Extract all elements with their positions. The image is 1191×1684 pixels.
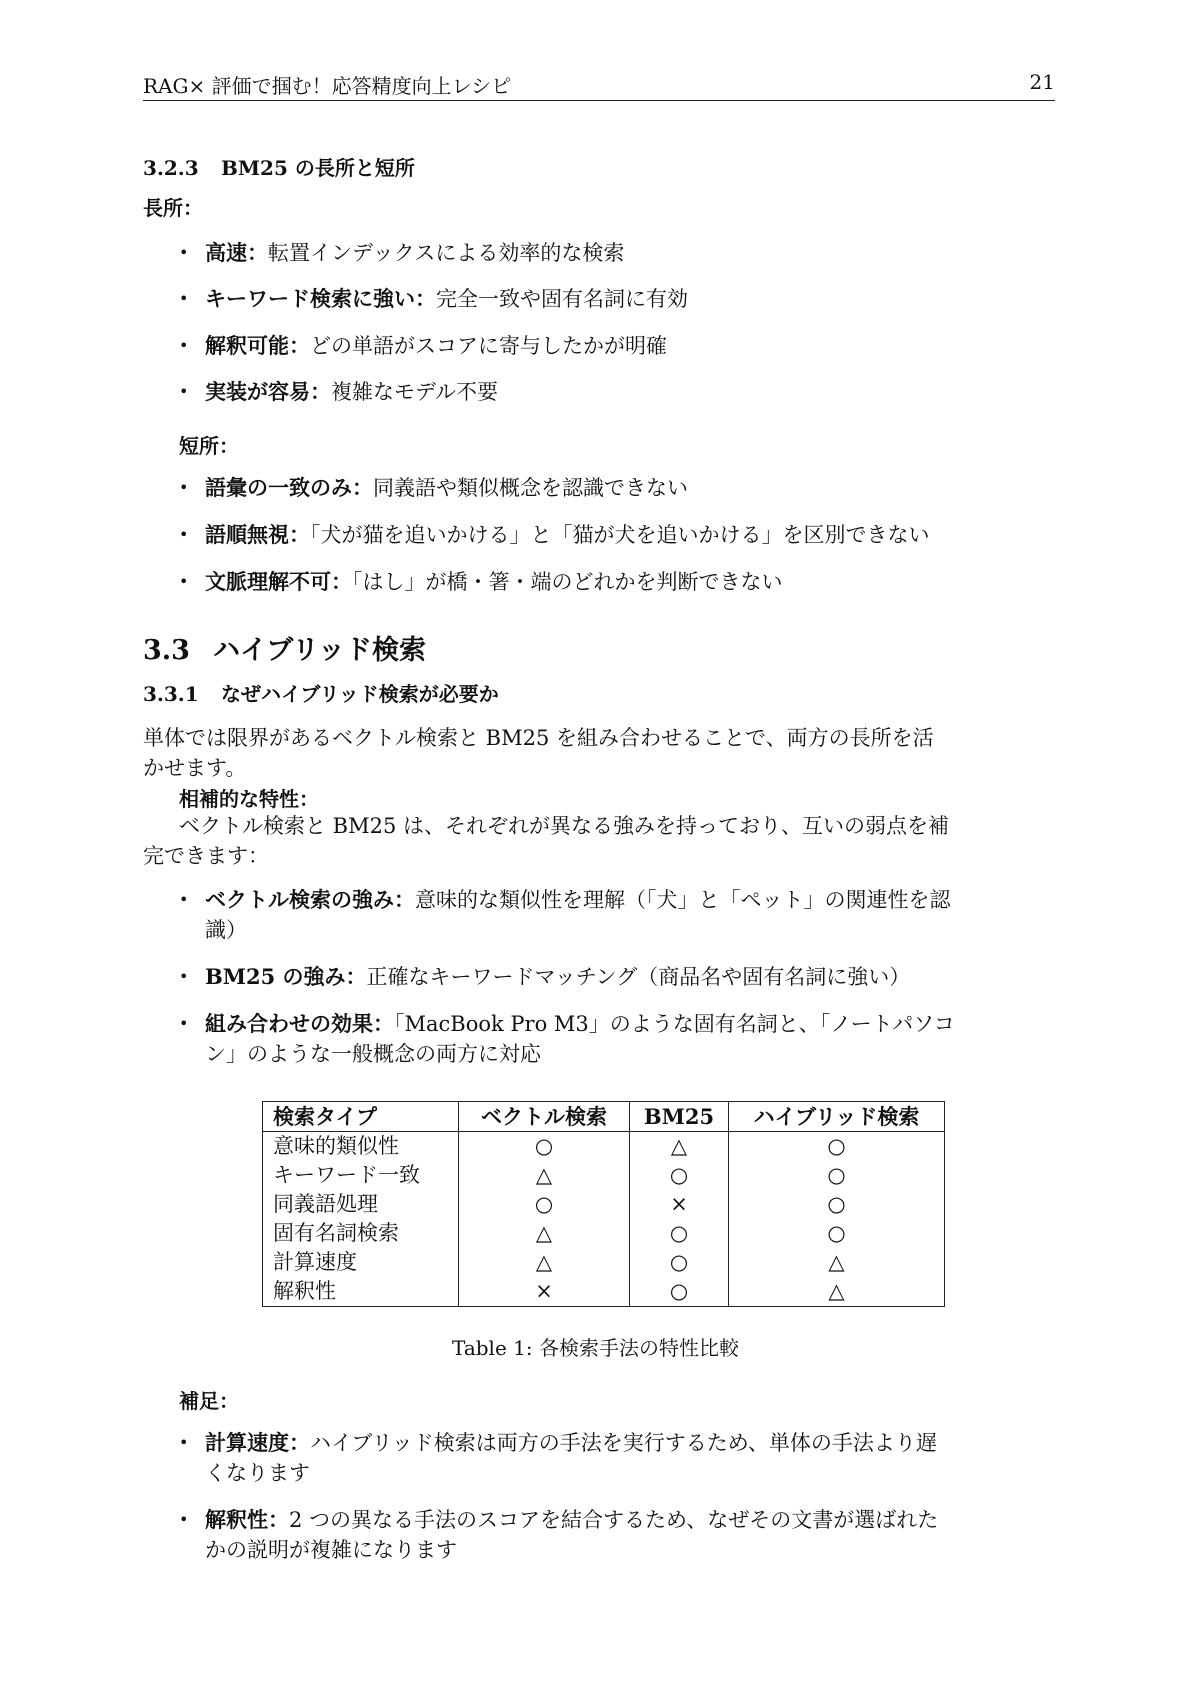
- intro-paragraph: [143, 723, 1055, 783]
- item-desc: ハイブリッド検索は両方の手法を実行するため、単体の手法より遅: [310, 1431, 937, 1455]
- list-item: • 文脈理解不可：「はし」が橋・箸・端のどれかを判断できない: [179, 569, 783, 594]
- item-term: 語順無視：: [205, 522, 310, 547]
- item-term: 解釈性：: [205, 1507, 289, 1532]
- list-item: • 解釈性：2 つの異なる手法のスコアを結合するため、なぜその文書が選ばれた かの説明が複雑になります: [179, 1507, 939, 1562]
- table-cell: ×: [630, 1190, 729, 1219]
- section-heading-3-3: [143, 628, 426, 667]
- table-cell: 計算速度: [263, 1248, 459, 1277]
- item-term: 解釈可能：: [205, 333, 310, 358]
- table-header-cell: 検索タイプ: [263, 1102, 459, 1132]
- table-cell: ○: [630, 1219, 729, 1248]
- table-cell: ○: [630, 1161, 729, 1190]
- table-cell: △: [729, 1248, 945, 1277]
- list-item: • 高速：転置インデックスによる効率的な検索: [179, 240, 625, 265]
- table-cell: ○: [729, 1219, 945, 1248]
- table-row: [263, 1248, 945, 1277]
- item-desc: 「MacBook Pro M3」のような固有名詞と、「ノートパソコ: [394, 1012, 955, 1036]
- table-header-cell: BM25: [630, 1102, 729, 1132]
- list-item: • 計算速度：ハイブリッド検索は両方の手法を実行するため、単体の手法より遅 くなります: [179, 1430, 937, 1485]
- table-header-cell: ベクトル検索: [459, 1102, 630, 1132]
- item-term: 組み合わせの効果：: [205, 1011, 394, 1036]
- table-cell: ○: [630, 1248, 729, 1277]
- subsection-title: BM25 の長所と短所: [221, 156, 415, 180]
- list-item: • ベクトル検索の強み：意味的な類似性を理解（「犬」と「ペット」の関連性を認 識）: [179, 887, 951, 942]
- running-header: [143, 68, 1055, 101]
- table-caption: Table 1: 各検索手法の特性比較: [452, 1336, 739, 1360]
- table-cell: △: [459, 1219, 630, 1248]
- table-cell: △: [459, 1248, 630, 1277]
- text-line: 単体では限界があるベクトル検索と BM25 を組み合わせることで、両方の長所を活: [143, 726, 934, 750]
- table-row: [263, 1190, 945, 1219]
- item-desc: 「犬が猫を追いかける」と「猫が犬を追いかける」を区別できない: [310, 523, 930, 547]
- item-desc: 転置インデックスによる効率的な検索: [268, 241, 625, 265]
- table-cell: ○: [729, 1161, 945, 1190]
- subsection-heading-3-2-3: [143, 152, 415, 181]
- list-item: • 語彙の一致のみ：同義語や類似概念を認識できない: [179, 475, 688, 500]
- item-term: 語彙の一致のみ：: [205, 475, 373, 500]
- item-term: 高速：: [205, 240, 268, 265]
- text-line: 完できます：: [143, 844, 269, 868]
- item-term: BM25 の強み：: [205, 964, 367, 989]
- table-cell: 解釈性: [263, 1277, 459, 1307]
- text-line: かせます。: [143, 756, 247, 780]
- item-desc-cont: ン」のような一般概念の両方に対応: [205, 1042, 541, 1066]
- item-term: 文脈理解不可：: [205, 569, 352, 594]
- item-desc: 完全一致や固有名詞に有効: [436, 287, 688, 311]
- notes-label: 補足：: [179, 1389, 239, 1413]
- list-item: • 組み合わせの効果：「MacBook Pro M3」のような固有名詞と、「ノートパソコ ン」のような一般概念の両方に対応: [179, 1011, 955, 1066]
- table-row: [263, 1219, 945, 1248]
- list-item: • キーワード検索に強い：完全一致や固有名詞に有効: [179, 286, 688, 311]
- table-cell: △: [459, 1161, 630, 1190]
- table-cell: キーワード一致: [263, 1161, 459, 1190]
- table-row: [263, 1161, 945, 1190]
- table-cell: ○: [459, 1190, 630, 1219]
- table-cell: ○: [630, 1277, 729, 1307]
- table-cell: ○: [729, 1132, 945, 1162]
- item-desc-cont: 識）: [205, 918, 247, 942]
- table-row: [263, 1277, 945, 1307]
- item-desc: 正確なキーワードマッチング（商品名や固有名詞に強い）: [366, 965, 911, 989]
- section-number: 3.3: [143, 635, 190, 666]
- list-item: • 実装が容易：複雑なモデル不要: [179, 379, 498, 404]
- subsection-title: なぜハイブリッド検索が必要か: [221, 682, 499, 706]
- comparison-table: [262, 1101, 945, 1307]
- complement-paragraph: [143, 811, 1055, 871]
- table-cell: ○: [729, 1190, 945, 1219]
- subsection-number: 3.2.3: [143, 156, 199, 180]
- table-cell: △: [630, 1132, 729, 1162]
- text-line: ベクトル検索と BM25 は、それぞれが異なる強みを持っており、互いの弱点を補: [179, 814, 950, 838]
- list-item: • BM25 の強み：正確なキーワードマッチング（商品名や固有名詞に強い）: [179, 964, 911, 989]
- table-cell: ×: [459, 1277, 630, 1307]
- table-cell: 意味的類似性: [263, 1132, 459, 1162]
- list-item: • 語順無視：「犬が猫を追いかける」と「猫が犬を追いかける」を区別できない: [179, 522, 930, 547]
- item-desc-cont: くなります: [205, 1461, 310, 1485]
- section-title: ハイブリッド検索: [213, 635, 427, 666]
- list-item: • 解釈可能：どの単語がスコアに寄与したかが明確: [179, 333, 667, 358]
- table-row: [263, 1132, 945, 1162]
- item-term: ベクトル検索の強み：: [205, 887, 415, 912]
- table-header-row: [263, 1102, 945, 1132]
- subsection-number: 3.3.1: [143, 682, 199, 706]
- table-cell: 固有名詞検索: [263, 1219, 459, 1248]
- item-term: キーワード検索に強い：: [205, 286, 436, 311]
- pros-label: 長所：: [143, 196, 203, 220]
- table-cell: ○: [459, 1132, 630, 1162]
- item-term: 計算速度：: [205, 1430, 310, 1455]
- item-desc: 同義語や類似概念を認識できない: [373, 476, 688, 500]
- subsection-heading-3-3-1: [143, 678, 499, 707]
- item-term: 実装が容易：: [205, 379, 331, 404]
- item-desc: 意味的な類似性を理解（「犬」と「ペット」の関連性を認: [415, 888, 951, 912]
- complement-label: 相補的な特性：: [179, 787, 319, 811]
- item-desc: 2 つの異なる手法のスコアを結合するため、なぜその文書が選ばれた: [289, 1508, 939, 1532]
- table-cell: 同義語処理: [263, 1190, 459, 1219]
- item-desc: 複雑なモデル不要: [331, 380, 498, 404]
- table-cell: △: [729, 1277, 945, 1307]
- cons-label: 短所：: [179, 434, 239, 458]
- item-desc-cont: かの説明が複雑になります: [205, 1538, 457, 1562]
- table-header-cell: ハイブリッド検索: [729, 1102, 945, 1132]
- running-title: RAG× 評価で掴む！応答精度向上レシピ: [143, 74, 512, 98]
- page-number: 21: [1029, 70, 1055, 94]
- item-desc: 「はし」が橋・箸・端のどれかを判断できない: [352, 570, 783, 594]
- item-desc: どの単語がスコアに寄与したかが明確: [310, 334, 667, 358]
